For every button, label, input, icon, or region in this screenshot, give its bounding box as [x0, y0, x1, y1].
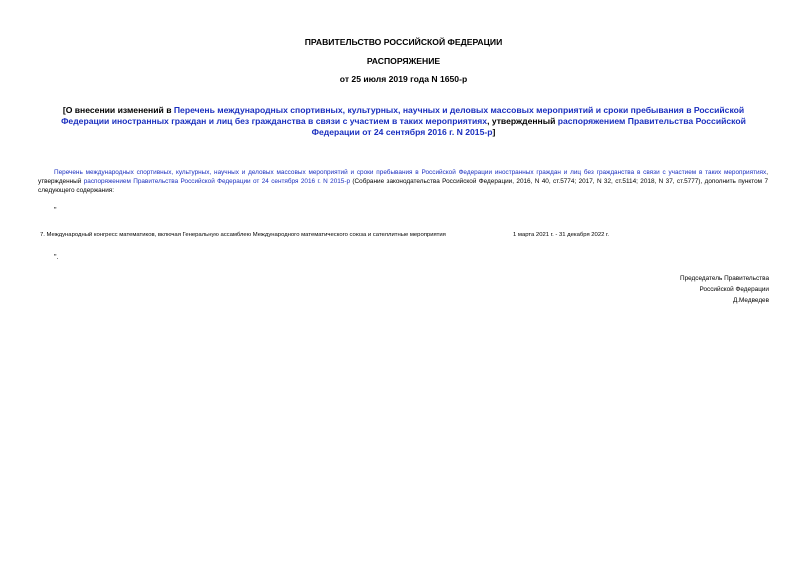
order-type-heading: РАСПОРЯЖЕНИЕ — [366, 56, 441, 66]
document-title — [48, 105, 759, 138]
body-paragraph — [38, 168, 768, 195]
signature-position-line1: Председатель Правительства — [680, 275, 769, 282]
title-middle: , утвержденный — [487, 116, 558, 126]
signature-block — [680, 273, 769, 306]
body-link-order[interactable]: распоряжением Правительства Российской Федерации от 24 сентября 2016 г. N 2015-р — [83, 178, 351, 185]
item-period: 1 марта 2021 г. - 31 декабря 2022 г. — [513, 232, 610, 238]
body-middle: , утвержденный — [38, 169, 768, 185]
title-link-list[interactable]: Перечень международных спортивных, культурных, научных и деловых массовых мероприятий и сроки пребывания в Российской Федерации иностранных граждан и лиц без гражданства в связи с участием в таких мероприятиях — [61, 105, 745, 126]
signature-name: Д.Медведев — [732, 297, 769, 304]
quote-open: " — [54, 207, 57, 214]
order-date: от 25 июля 2019 года N 1650-р — [339, 74, 468, 84]
title-suffix: ] — [492, 127, 496, 137]
title-link-order[interactable]: распоряжением Правительства Российской Федерации от 24 сентября 2016 г. N 2015-р — [311, 116, 746, 137]
item-description: 7. Международный конгресс математиков, включая Генеральную ассамблею Международного математического союза и сателлитные мероприятия — [40, 232, 446, 238]
signature-position-line2: Российской Федерации — [699, 286, 769, 293]
body-suffix: (Собрание законодательства Российской Федерации, 2016, N 40, ст.5774; 2017, N 32, ст.5114; 2018, N 37, ст.5777), дополнить пунктом 7 следующего содержания: — [38, 178, 768, 194]
title-prefix: [О внесении изменений в — [62, 105, 174, 115]
body-link-list[interactable]: Перечень международных спортивных, культурных, научных и деловых массовых мероприятий и сроки пребывания в Российской Федерации иностранных граждан и лиц без гражданства в связи с участием в таких мероприятиях — [54, 169, 767, 176]
quote-close: ". — [54, 254, 59, 261]
government-heading: ПРАВИТЕЛЬСТВО РОССИЙСКОЙ ФЕДЕРАЦИИ — [304, 37, 503, 47]
